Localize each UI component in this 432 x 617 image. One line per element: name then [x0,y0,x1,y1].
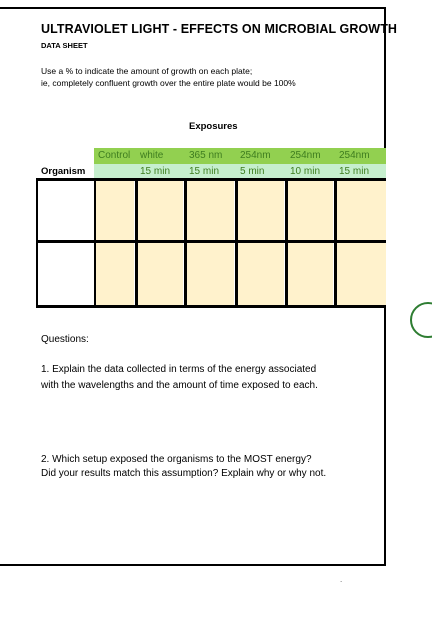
grid-line [184,178,187,308]
grid-line [94,178,96,308]
column-header-254nm-5: 254nm [236,148,286,164]
grid-line [36,178,38,308]
row-header-organism: Organism [41,166,86,177]
data-cell[interactable] [288,243,333,305]
column-header-control: Control [94,148,136,164]
sheet-title: ULTRAVIOLET LIGHT - EFFECTS ON MICROBIAL GROWTH [41,22,398,36]
column-subheader-254nm-15: 15 min [335,164,386,179]
column-header-254nm-15: 254nm [335,148,386,164]
data-cell[interactable] [337,181,386,240]
instruction-line-1: Use a % to indicate the amount of growth on each plate; [41,66,253,76]
data-cell[interactable] [187,181,234,240]
partial-circle-icon [410,302,432,338]
question-2-line-1: 2. Which setup exposed the organisms to the MOST energy? [41,454,312,465]
question-1-line-1: 1. Explain the data collected in terms of the energy associated [41,364,317,375]
data-cell[interactable] [238,181,284,240]
organism-cell[interactable] [38,243,94,305]
questions-heading: Questions: [41,334,89,345]
column-header-365nm: 365 nm [185,148,236,164]
grid-line [235,178,238,308]
data-cell[interactable] [288,181,333,240]
sheet-subtitle: DATA SHEET [41,41,88,50]
data-cell[interactable] [96,181,134,240]
column-header-white: white [136,148,185,164]
column-subheader-365nm: 15 min [185,164,236,179]
data-cell[interactable] [138,181,183,240]
column-subheader-254nm-5: 5 min [236,164,286,179]
grid-line [285,178,288,308]
data-cell[interactable] [96,243,134,305]
footer-mark: . [340,575,343,584]
grid-line [135,178,138,308]
column-subheader-control [94,164,136,179]
data-cell[interactable] [187,243,234,305]
question-1-line-2: with the wavelengths and the amount of time exposed to each. [41,380,318,391]
data-cell[interactable] [337,243,386,305]
exposures-caption: Exposures [189,121,238,132]
grid-line [334,178,337,308]
column-subheader-white: 15 min [136,164,185,179]
organism-cell[interactable] [38,181,94,240]
column-subheader-254nm-10: 10 min [286,164,335,179]
data-cell[interactable] [238,243,284,305]
column-header-254nm-10: 254nm [286,148,335,164]
data-cell[interactable] [138,243,183,305]
instruction-line-2: ie, completely confluent growth over the entire plate would be 100% [41,78,296,88]
question-2-line-2: Did your results match this assumption? Explain why or why not. [41,468,327,479]
